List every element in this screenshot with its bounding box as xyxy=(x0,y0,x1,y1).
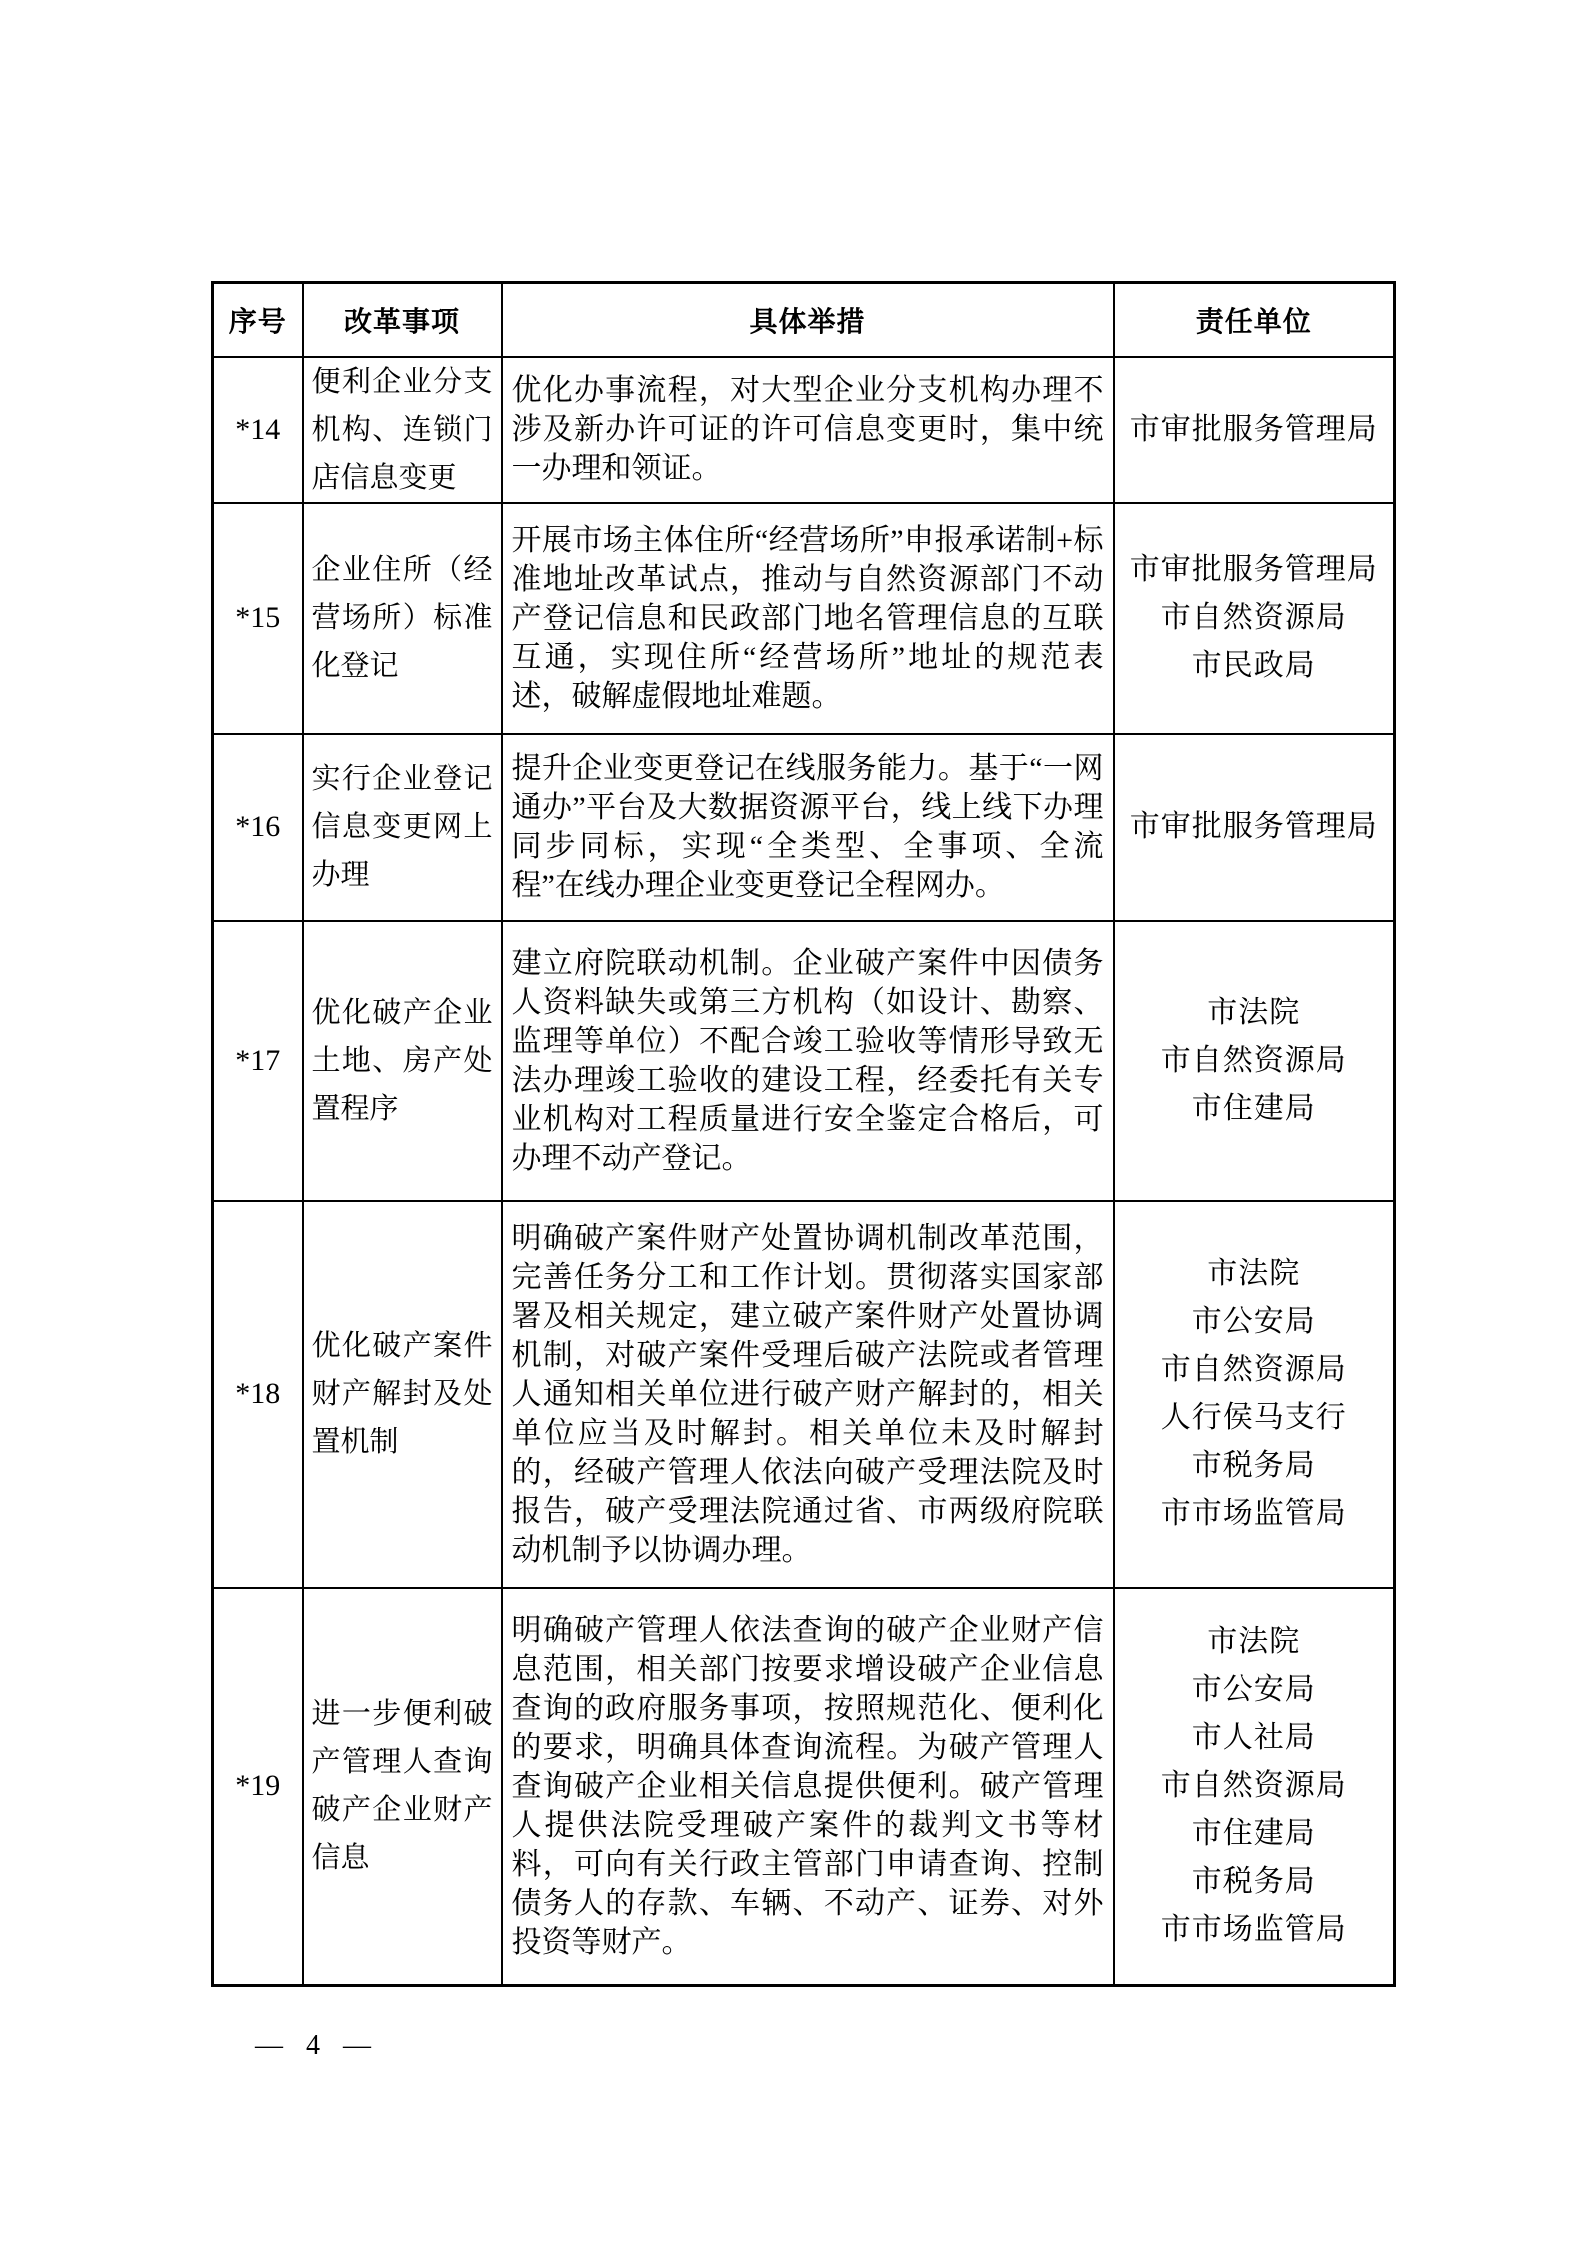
unit-line: 人行侯马支行 xyxy=(1160,1401,1347,1434)
measure-text: 提升企业变更登记在线服务能力。基于“一网通办”平台及大数据资源平台，线上线下办理同步同标，实现“全类型、全事项、全流程”在线办理企业变更登记全程网办。 xyxy=(502,734,1114,921)
unit-line: 市住建局 xyxy=(1191,1817,1316,1851)
reform-item: 便利企业分支机构、连锁门店信息变更 xyxy=(303,357,502,503)
unit-line: 市住建局 xyxy=(1191,1091,1316,1125)
column-header-measure: 具体举措 xyxy=(502,283,1114,357)
unit-line: 市税务局 xyxy=(1191,1865,1316,1899)
reform-item: 实行企业登记信息变更网上办理 xyxy=(303,734,502,921)
responsible-units xyxy=(1114,1201,1395,1588)
table-row xyxy=(213,1588,1395,1986)
reform-item: 企业住所（经营场所）标准化登记 xyxy=(303,503,502,734)
unit-line: 市税务局 xyxy=(1191,1449,1316,1482)
unit-line: 市审批服务管理局 xyxy=(1129,553,1378,586)
table-row xyxy=(213,1201,1395,1588)
measure-text: 明确破产管理人依法查询的破产企业财产信息范围，相关部门按要求增设破产企业信息查询的政府服务事项，按照规范化、便利化的要求，明确具体查询流程。为破产管理人查询破产企业相关信息提供便利。破产管理人提供法院受理破产案件的裁判文书等材料，可向有关行政主管部门申请查询、控制债务人的存款、车辆、不动产、证券、对外投资等财产。 xyxy=(502,1588,1114,1986)
table-row xyxy=(213,357,1395,503)
column-header-no: 序号 xyxy=(213,283,303,357)
unit-line: 市人社局 xyxy=(1191,1721,1316,1755)
table-row xyxy=(213,503,1395,734)
measure-text: 开展市场主体住所“经营场所”申报承诺制+标准地址改革试点，推动与自然资源部门不动产登记信息和民政部门地名管理信息的互联互通，实现住所“经营场所”地址的规范表述，破解虚假地址难题。 xyxy=(502,503,1114,734)
row-number: *19 xyxy=(213,1588,303,1986)
unit-line: 市自然资源局 xyxy=(1160,1043,1347,1077)
responsible-units xyxy=(1114,1588,1395,1986)
responsible-units xyxy=(1114,357,1395,503)
page-number: — 4 — xyxy=(255,2030,379,2061)
unit-line: 市自然资源局 xyxy=(1160,1769,1347,1803)
unit-line: 市法院 xyxy=(1207,995,1301,1029)
row-number: *17 xyxy=(213,921,303,1201)
unit-line: 市公安局 xyxy=(1191,1673,1316,1707)
measure-text: 优化办事流程，对大型企业分支机构办理不涉及新办许可证的许可信息变更时，集中统一办理和领证。 xyxy=(502,357,1114,503)
unit-line: 市法院 xyxy=(1207,1625,1301,1659)
unit-line: 市市场监管局 xyxy=(1160,1497,1347,1530)
measure-text: 明确破产案件财产处置协调机制改革范围，完善任务分工和工作计划。贯彻落实国家部署及相关规定，建立破产案件财产处置协调机制，对破产案件受理后破产法院或者管理人通知相关单位进行破产财产解封的，相关单位应当及时解封。相关单位未及时解封的，经破产管理人依法向破产受理法院及时报告，破产受理法院通过省、市两级府院联动机制予以协调办理。 xyxy=(502,1201,1114,1588)
reform-item: 进一步便利破产管理人查询破产企业财产信息 xyxy=(303,1588,502,1986)
table-row xyxy=(213,734,1395,921)
unit-line: 市公安局 xyxy=(1191,1305,1316,1338)
unit-line: 市自然资源局 xyxy=(1160,1353,1347,1386)
column-header-item: 改革事项 xyxy=(303,283,502,357)
reform-item: 优化破产案件财产解封及处置机制 xyxy=(303,1201,502,1588)
column-header-units: 责任单位 xyxy=(1114,283,1395,357)
reform-item: 优化破产企业土地、房产处置程序 xyxy=(303,921,502,1201)
responsible-units xyxy=(1114,921,1395,1201)
unit-line: 市审批服务管理局 xyxy=(1129,412,1378,446)
row-number: *15 xyxy=(213,503,303,734)
row-number: *16 xyxy=(213,734,303,921)
measure-text: 建立府院联动机制。企业破产案件中因债务人资料缺失或第三方机构（如设计、勘察、监理等单位）不配合竣工验收等情形导致无法办理竣工验收的建设工程，经委托有关专业机构对工程质量进行安全鉴定合格后，可办理不动产登记。 xyxy=(502,921,1114,1201)
responsible-units xyxy=(1114,734,1395,921)
row-number: *18 xyxy=(213,1201,303,1588)
unit-line: 市民政局 xyxy=(1191,649,1316,682)
table-row xyxy=(213,921,1395,1201)
unit-line: 市审批服务管理局 xyxy=(1129,810,1378,843)
unit-line: 市市场监管局 xyxy=(1160,1913,1347,1947)
reform-measures-table xyxy=(211,281,1396,1987)
unit-line: 市法院 xyxy=(1207,1257,1301,1290)
responsible-units xyxy=(1114,503,1395,734)
table-header-row xyxy=(213,283,1395,357)
row-number: *14 xyxy=(213,357,303,503)
unit-line: 市自然资源局 xyxy=(1160,601,1347,634)
